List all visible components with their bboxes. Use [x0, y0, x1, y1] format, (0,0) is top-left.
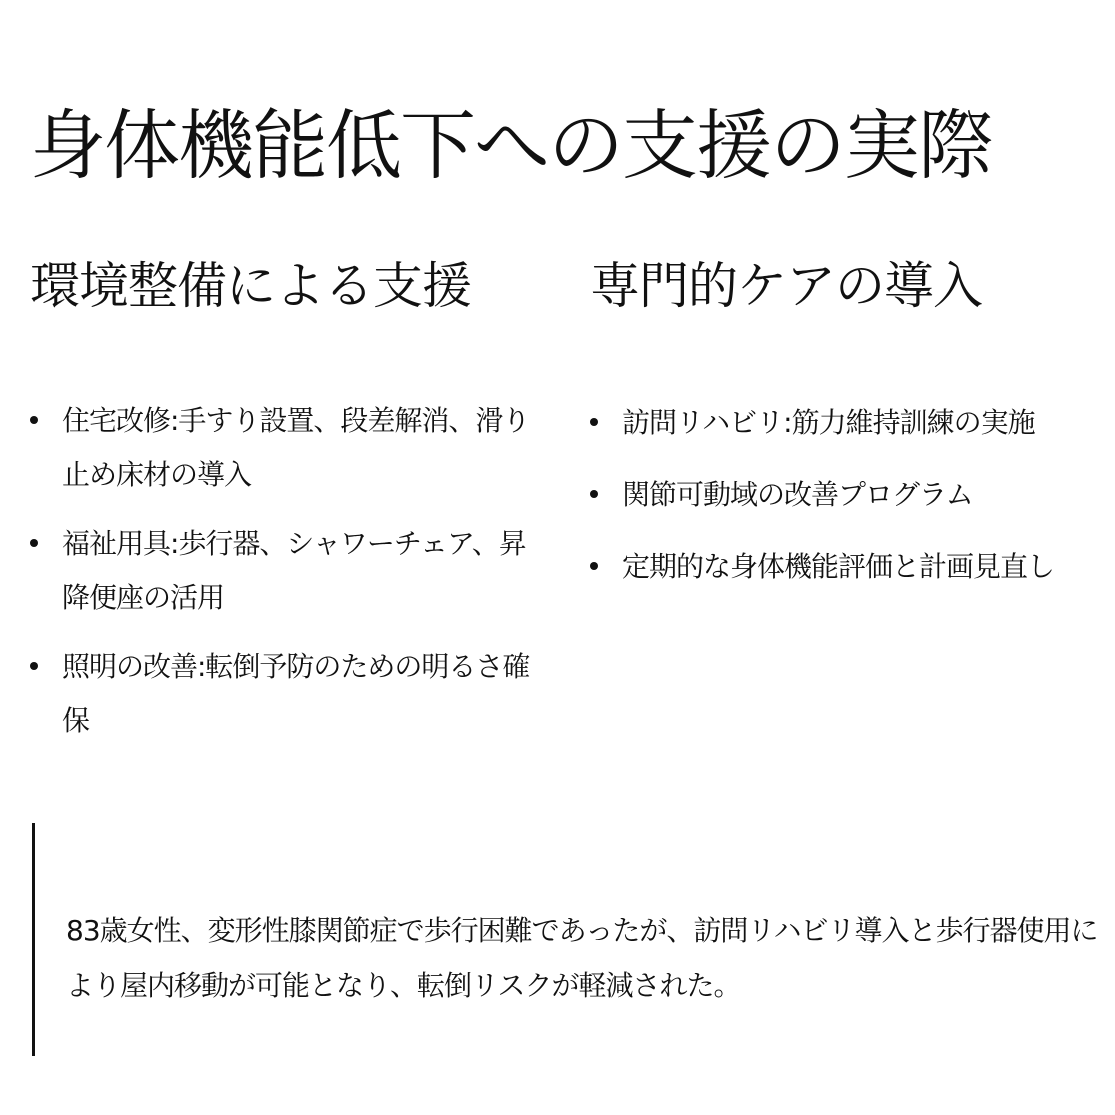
list-item [590, 396, 1090, 450]
right-column-heading: 専門的ケアの導入 [590, 257, 982, 315]
bullet-icon [30, 539, 38, 547]
case-example-text: 83歳女性、変形性膝関節症で歩行困難であったが、訪問リハビリ導入と歩行器使用により屋内移動が可能となり、転倒リスクが軽減された。 [66, 914, 1098, 1002]
list-item [590, 540, 1090, 594]
list-item-text: 照明の改善:転倒予防のための明るさ確保 [62, 650, 530, 737]
slide-title: 身体機能低下への支援の実際 [30, 100, 992, 190]
bullet-icon [590, 562, 598, 570]
list-item [590, 468, 1090, 522]
list-item-text: 福祉用具:歩行器、シャワーチェア、昇降便座の活用 [62, 527, 526, 614]
case-example-quote [32, 823, 1098, 1056]
list-item [30, 394, 530, 502]
list-item-text: 訪問リハビリ:筋力維持訓練の実施 [622, 406, 1035, 439]
left-column [30, 248, 530, 763]
list-item-text: 関節可動域の改善プログラム [622, 478, 973, 511]
bullet-icon [30, 662, 38, 670]
right-bullet-list [590, 396, 1090, 594]
list-item [30, 640, 530, 748]
bullet-icon [30, 416, 38, 424]
list-item-text: 住宅改修:手すり設置、段差解消、滑り止め床材の導入 [62, 404, 530, 491]
bullet-icon [590, 418, 598, 426]
left-bullet-list [30, 394, 530, 748]
bullet-icon [590, 490, 598, 498]
list-item-text: 定期的な身体機能評価と計画見直し [622, 550, 1055, 583]
list-item [30, 517, 530, 625]
left-column-heading: 環境整備による支援 [30, 257, 471, 315]
right-column [590, 248, 1090, 612]
